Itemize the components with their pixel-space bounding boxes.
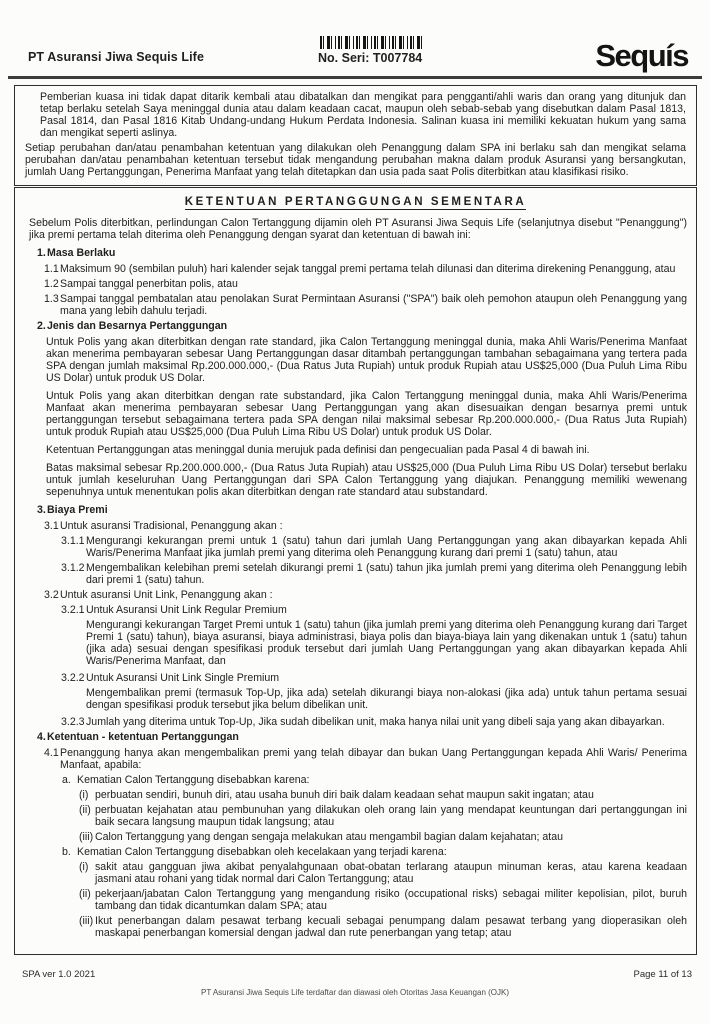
clause-1-1 bbox=[44, 263, 687, 275]
clause-roman: (i) bbox=[79, 861, 89, 873]
clause-letter: b. bbox=[62, 846, 71, 858]
clause-text: perbuatan sendiri, bunuh diri, atau usaha bunuh diri baik dalam keadaan sehat maupun sakit ingatan; atau bbox=[95, 789, 594, 801]
serial-block bbox=[318, 36, 498, 65]
clause-text: sakit atau gangguan jiwa akibat penyalahgunaan obat-obatan terlarang ataupun minuman keras, atau karena keadaan jasmani atau rohani yang tidak normal dari Calon Tertanggung; atau bbox=[95, 861, 687, 885]
clause-number: 3.1.2 bbox=[61, 562, 85, 574]
clause-3-2-2-body: Mengembalikan premi (termasuk Top-Up, jika ada) setelah dikurangi biaya non-alokasi (jika ada) untuk tahun pertama sesuai dengan spesifikasi produk tersebut jika belum dibelikan unit. bbox=[86, 687, 687, 711]
clause-2-paragraph: Untuk Polis yang akan diterbitkan dengan rate standard, jika Calon Tertanggung meninggal dunia, maka Ahli Waris/Penerima Manfaat akan menerima pembayaran sebesar Uang Pertanggungan dasar ditambah pertanggungan tambahan sebagaimana yang tertera pada SPA dengan jumlah maksimal Rp.200.000.000,- (Dua Ratus Juta Rupiah) untuk produk Rupiah atau US$25,000 (Dua Puluh Lima Ribu US Dolar) untuk produk US Dolar. bbox=[46, 336, 687, 384]
clause-text: Maksimum 90 (sembilan puluh) hari kalender sejak tanggal premi pertama telah dilunasi dan diterima direkening Penanggung, atau bbox=[60, 263, 676, 275]
clause-4-1 bbox=[44, 747, 687, 771]
clause-text: Sampai tanggal pembatalan atau penolakan Surat Permintaan Asuransi ("SPA") baik oleh pemohon ataupun oleh Penanggung yang mana yang lebih dahulu terjadi. bbox=[60, 293, 687, 317]
clause-4-1-a-iii bbox=[79, 831, 687, 843]
temporary-coverage-terms-box bbox=[14, 187, 697, 955]
power-of-attorney-clause: Pemberian kuasa ini tidak dapat ditarik kembali atau dibatalkan dan mengikat para pengganti/ahli waris dan orang yang ditunjuk dan tetap berlaku setelah Saya meninggal dunia atau dalam keadaan cacat, maupun oleh sebab-sebab yang disebutkan dalam Pasal 1813, Pasal 1814, dan Pasal 1816 Kitab Undang-undang Hukum Perdata Indonesia. Salinan kuasa ini memiliki kekuatan hukum yang sama dan mengikat seperti aslinya. bbox=[40, 91, 686, 139]
clause-roman: (iii) bbox=[79, 915, 94, 927]
clause-number: 3.1 bbox=[44, 520, 59, 532]
clause-number: 1.2 bbox=[44, 278, 59, 290]
clause-number: 3.2.3 bbox=[61, 716, 85, 728]
clause-4-1-b-iii bbox=[79, 915, 687, 939]
clause-1-2 bbox=[44, 278, 687, 290]
clause-number: 1. bbox=[37, 247, 46, 259]
clause-number: 3.2.1 bbox=[61, 604, 85, 616]
clause-2-heading bbox=[37, 320, 687, 332]
amendment-clause: Setiap perubahan dan/atau penambahan ketentuan yang dilakukan oleh Penanggung dalam SPA ini berlaku sah dan mengikat selama perubahan dan/atau penambahan ketentuan tersebut tidak mengandung perubahan makna dalam produk Asuransi yang bersangkutan, jumlah Uang Pertanggungan, Penerima Manfaat yang telah ditetapkan dan usia pada saat Polis diterbitkan atau klasifikasi risiko. bbox=[25, 142, 686, 178]
clause-text: Penanggung hanya akan mengembalikan premi yang telah dibayar dan bukan Uang Pertanggungan kepada Ahli Waris/ Penerima Manfaat, apabila: bbox=[60, 747, 687, 771]
clause-heading-text: Biaya Premi bbox=[47, 504, 108, 516]
clause-text: Mengurangi kekurangan premi untuk 1 (satu) tahun dari jumlah Uang Pertanggungan yang akan dibayarkan kepada Ahli Waris/Penerima Manfaat jika jumlah premi yang diterima oleh Penanggung kurang dari premi 1 (satu) tahun, atau bbox=[86, 535, 687, 559]
footer-row bbox=[22, 969, 692, 980]
clause-number: 1.1 bbox=[44, 263, 59, 275]
clause-4-1-a-i bbox=[79, 789, 687, 801]
clause-number: 3.2 bbox=[44, 589, 59, 601]
clause-number: 4. bbox=[37, 731, 46, 743]
clause-1-heading bbox=[37, 247, 687, 259]
clause-3-1 bbox=[44, 520, 687, 532]
clause-3-heading bbox=[37, 504, 687, 516]
clause-text: Mengembalikan kelebihan premi setelah dikurangi premi 1 (satu) tahun jika jumlah premi yang diterima oleh Penanggung lebih dari premi 1 (satu) tahun. bbox=[86, 562, 687, 586]
clause-3-2-1 bbox=[61, 604, 687, 616]
clause-4-1-a-ii bbox=[79, 804, 687, 828]
page-number: Page 11 of 13 bbox=[633, 969, 692, 980]
clause-2-paragraph: Untuk Polis yang akan diterbitkan dengan rate substandard, jika Calon Tertanggung meninggal dunia, maka Ahli Waris/Penerima Manfaat akan menerima pembayaran sebesar Uang Pertanggungan yang akan disesuaikan dengan besarnya premi untuk pertanggungan tersebut sebagaimana tertera pada SPA dengan nilai maksimal sebesar Rp.200.000.000,- (Dua Ratus Juta Rupiah) untuk produk Rupiah atau US$25,000 (Dua Puluh Lima Ribu US Dolar) untuk produk US Dolar. bbox=[46, 390, 687, 438]
clause-text: pekerjaan/jabatan Calon Tertanggung yang mengandung risiko (occupational risks) sebagai militer kepolisian, pilot, buruh tambang dan tidak dicantumkan dalam SPA; atau bbox=[95, 888, 687, 912]
clause-2-paragraph: Ketentuan Pertanggungan atas meninggal dunia merujuk pada definisi dan pengecualian pada Pasal 4 di bawah ini. bbox=[46, 444, 590, 456]
clause-title: Untuk Asuransi Unit Link Regular Premium bbox=[86, 604, 287, 616]
version-label: SPA ver 1.0 2021 bbox=[22, 969, 96, 980]
clause-number: 3.1.1 bbox=[61, 535, 85, 547]
clause-text: Jumlah yang diterima untuk Top-Up, Jika sudah dibelikan unit, maka hanya nilai unit yang dibeli saja yang akan dibayarkan. bbox=[86, 716, 665, 728]
header-divider bbox=[8, 76, 702, 79]
clause-3-2-3 bbox=[61, 716, 687, 728]
clause-number: 3.2.2 bbox=[61, 672, 85, 684]
clause-3-1-1 bbox=[61, 535, 687, 559]
barcode bbox=[320, 36, 424, 49]
clause-roman: (ii) bbox=[79, 888, 91, 900]
clause-text: Kematian Calon Tertanggung disebabkan oleh kecelakaan yang terjadi karena: bbox=[77, 846, 447, 858]
clause-3-1-2 bbox=[61, 562, 687, 586]
clause-1-3 bbox=[44, 293, 687, 317]
clause-heading-text: Jenis dan Besarnya Pertanggungan bbox=[47, 320, 228, 332]
clause-4-heading bbox=[37, 731, 687, 743]
clause-number: 1.3 bbox=[44, 293, 59, 305]
clause-number: 3. bbox=[37, 504, 46, 516]
clause-3-2-1-body: Mengurangi kekurangan Target Premi untuk 1 (satu) tahun (jika jumlah premi yang diterima oleh Penanggung kurang dari Target Premi 1 (satu) tahun), biaya asuransi, biaya administrasi, biaya polis dan biaya-biaya lain yang dikenakan untuk 1 (satu) tahun (jika ada) sesuai dengan spesifikasi produk tersebut dari jumlah Uang Pertanggungan yang akan dibayarkan kepada Ahli Waris/Penerima Manfaat, dan bbox=[86, 619, 687, 667]
clause-roman: (iii) bbox=[79, 831, 94, 843]
clause-text: Calon Tertanggung yang dengan sengaja melakukan atau mengambil bagian dalam kejahatan; atau bbox=[95, 831, 564, 843]
section-title-wrap bbox=[24, 196, 687, 210]
clause-text: Kematian Calon Tertanggung disebabkan karena: bbox=[77, 774, 310, 786]
sequis-logo: Sequís bbox=[595, 38, 688, 73]
clause-number: 4.1 bbox=[44, 747, 59, 759]
clause-number: 2. bbox=[37, 320, 46, 332]
notice-box bbox=[14, 85, 697, 186]
clause-4-1-b-ii bbox=[79, 888, 687, 912]
clause-4-1-b-i bbox=[79, 861, 687, 885]
clause-3-2-2 bbox=[61, 672, 687, 684]
clause-text: Sampai tanggal penerbitan polis, atau bbox=[60, 278, 238, 290]
clause-4-1-b bbox=[62, 846, 687, 858]
company-name: PT Asuransi Jiwa Sequis Life bbox=[28, 50, 204, 64]
clause-2-paragraph: Batas maksimal sebesar Rp.200.000.000,- (Dua Ratus Juta Rupiah) atau US$25,000 (Dua Puluh Lima Ribu US Dolar) tersebut berlaku untuk jumlah keseluruhan Uang Pertanggungan dari SPA Calon Tertanggung yang diajukan. Penanggung memiliki wewenang sepenuhnya untuk menentukan polis akan diterbitkan dengan rate standard atau substandard. bbox=[46, 462, 687, 498]
clause-heading-text: Ketentuan - ketentuan Pertanggungan bbox=[47, 731, 239, 743]
clause-text: Ikut penerbangan dalam pesawat terbang kecuali sebagai penumpang dalam pesawat terbang yang dioperasikan oleh maskapai penerbangan komersial dengan jadwal dan rute penerbangan yang tetap; atau bbox=[95, 915, 687, 939]
regulator-note: PT Asuransi Jiwa Sequis Life terdaftar dan diawasi oleh Otoritas Jasa Keuangan (OJK) bbox=[200, 988, 509, 997]
clause-roman: (i) bbox=[79, 789, 89, 801]
clause-text: perbuatan kejahatan atau pembunuhan yang dilakukan oleh orang lain yang mendapat keuntungan dari pertanggungan ini baik secara langsung maupun tidak langsung; atau bbox=[95, 804, 687, 828]
serial-number: No. Seri: T007784 bbox=[318, 51, 423, 65]
clause-text: Untuk asuransi Unit Link, Penanggung akan : bbox=[60, 589, 273, 601]
clause-roman: (ii) bbox=[79, 804, 91, 816]
intro-paragraph: Sebelum Polis diterbitkan, perlindungan Calon Tertanggung dijamin oleh PT Asuransi Jiwa Sequis Life (selanjutnya disebut "Penanggung") jika premi pertama telah diterima oleh Penanggung dengan syarat dan ketentuan di bawah ini: bbox=[29, 217, 687, 241]
section-title: KETENTUAN PERTANGGUNGAN SEMENTARA bbox=[184, 196, 527, 208]
clause-title: Untuk Asuransi Unit Link Single Premium bbox=[86, 672, 280, 684]
clause-heading-text: Masa Berlaku bbox=[47, 247, 116, 259]
clause-3-2 bbox=[44, 589, 687, 601]
clause-4-1-a bbox=[62, 774, 687, 786]
clause-text: Untuk asuransi Tradisional, Penanggung akan : bbox=[60, 520, 283, 532]
clause-letter: a. bbox=[62, 774, 71, 786]
